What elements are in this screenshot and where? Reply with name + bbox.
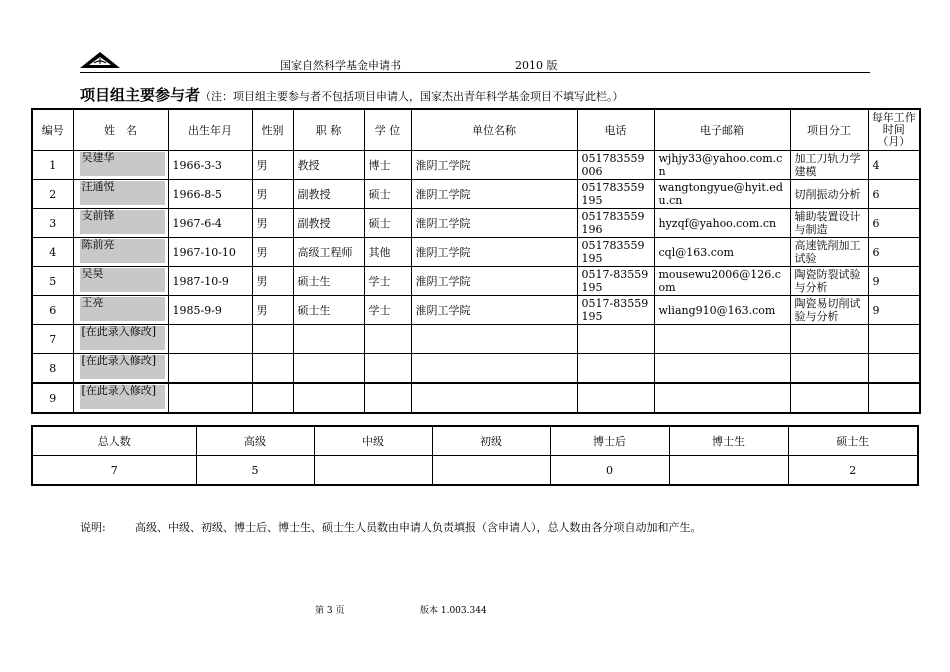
cell-phone xyxy=(577,383,654,413)
cell-unit: 淮阴工学院 xyxy=(411,238,577,267)
cell-degree xyxy=(364,325,411,354)
cell-no: 6 xyxy=(32,296,73,325)
cell-birth: 1966-3-3 xyxy=(168,151,252,180)
cell-title xyxy=(293,325,364,354)
cell-unit: 淮阴工学院 xyxy=(411,151,577,180)
cell-gender xyxy=(252,325,293,354)
table-row xyxy=(32,209,920,238)
cell-title: 教授 xyxy=(293,151,364,180)
cell-no: 8 xyxy=(32,354,73,384)
name-input-field[interactable]: 吴昊 xyxy=(80,268,165,292)
cell-birth: 1967-10-10 xyxy=(168,238,252,267)
cell-task: 陶瓷防裂试验与分析 xyxy=(790,267,868,296)
col-header-gender: 性别 xyxy=(252,109,293,151)
cell-email: wjhjy33@yahoo.com.cn xyxy=(654,151,790,180)
col-header-email: 电子邮箱 xyxy=(654,109,790,151)
col-header-months: 每年工作时间（月） xyxy=(868,109,920,151)
cell-unit: 淮阴工学院 xyxy=(411,267,577,296)
name-input-field[interactable]: 支前锋 xyxy=(80,210,165,234)
section-title: 项目组主要参与者 xyxy=(80,86,201,104)
cell-no: 1 xyxy=(32,151,73,180)
cell-months xyxy=(868,383,920,413)
cell-gender xyxy=(252,383,293,413)
cell-title: 副教授 xyxy=(293,209,364,238)
cell-email: cql@163.com xyxy=(654,238,790,267)
cell-birth: 1987-10-9 xyxy=(168,267,252,296)
cell-email: hyzqf@yahoo.com.cn xyxy=(654,209,790,238)
cell-phone xyxy=(577,325,654,354)
cell-email xyxy=(654,383,790,413)
table-row xyxy=(32,180,920,209)
header-divider xyxy=(80,72,870,73)
cell-birth: 1967-6-4 xyxy=(168,209,252,238)
cell-degree: 其他 xyxy=(364,238,411,267)
cell-months: 6 xyxy=(868,238,920,267)
name-input-field[interactable]: 陈前亮 xyxy=(80,239,165,263)
cell-birth xyxy=(168,354,252,384)
cell-email: wangtongyue@hyit.edu.cn xyxy=(654,180,790,209)
table-row xyxy=(32,151,920,180)
cell-name[interactable] xyxy=(73,238,168,267)
cell-birth: 1966-8-5 xyxy=(168,180,252,209)
cell-title: 高级工程师 xyxy=(293,238,364,267)
cell-degree: 硕士 xyxy=(364,209,411,238)
summary-header-junior: 初级 xyxy=(432,426,550,456)
summary-value-senior: 5 xyxy=(196,456,314,486)
note-label: 说明: xyxy=(80,521,106,534)
cell-phone: 051783559196 xyxy=(577,209,654,238)
summary-value-postdoc: 0 xyxy=(550,456,669,486)
cell-no: 7 xyxy=(32,325,73,354)
section-note: （注：项目组主要参与者不包括项目申请人，国家杰出青年科学基金项目不填写此栏。） xyxy=(200,90,624,103)
document-title: 国家自然科学基金申请书 xyxy=(280,59,401,72)
cell-months: 9 xyxy=(868,267,920,296)
table-row xyxy=(32,354,920,384)
name-input-field[interactable]: 吴建华 xyxy=(80,152,165,176)
cell-task: 高速铣削加工试验 xyxy=(790,238,868,267)
cell-no: 3 xyxy=(32,209,73,238)
cell-degree xyxy=(364,383,411,413)
table-row xyxy=(32,267,920,296)
summary-value-master: 2 xyxy=(788,456,918,486)
cell-unit xyxy=(411,325,577,354)
summary-value-row xyxy=(32,456,918,486)
cell-phone: 0517-83559195 xyxy=(577,296,654,325)
summary-value-middle xyxy=(314,456,432,486)
cell-name[interactable] xyxy=(73,209,168,238)
col-header-degree: 学 位 xyxy=(364,109,411,151)
name-input-field[interactable]: [在此录入修改] xyxy=(80,326,165,350)
col-header-title: 职 称 xyxy=(293,109,364,151)
cell-no: 4 xyxy=(32,238,73,267)
cell-unit xyxy=(411,354,577,384)
summary-header-middle: 中级 xyxy=(314,426,432,456)
members-table xyxy=(31,108,921,414)
cell-unit: 淮阴工学院 xyxy=(411,296,577,325)
summary-value-phd xyxy=(669,456,788,486)
cell-phone: 051783559195 xyxy=(577,180,654,209)
summary-value-junior xyxy=(432,456,550,486)
cell-degree: 硕士 xyxy=(364,180,411,209)
note-text: 高级、中级、初级、博士后、博士生、硕士生人员数由申请人负责填报（含申请人），总人数由各分项自动加和产生。 xyxy=(135,521,702,534)
cell-gender xyxy=(252,354,293,384)
cell-unit: 淮阴工学院 xyxy=(411,180,577,209)
cell-task: 加工刀轨力学建模 xyxy=(790,151,868,180)
name-input-field[interactable]: [在此录入修改] xyxy=(80,355,165,379)
cell-no: 5 xyxy=(32,267,73,296)
summary-header-total: 总人数 xyxy=(32,426,196,456)
cell-phone: 0517-83559195 xyxy=(577,267,654,296)
cell-unit xyxy=(411,383,577,413)
col-header-phone: 电话 xyxy=(577,109,654,151)
summary-header-master: 硕士生 xyxy=(788,426,918,456)
cell-name[interactable] xyxy=(73,151,168,180)
document-version: 2010 版 xyxy=(515,59,558,72)
cell-name[interactable] xyxy=(73,325,168,354)
cell-task xyxy=(790,354,868,384)
summary-header-senior: 高级 xyxy=(196,426,314,456)
cell-gender: 男 xyxy=(252,267,293,296)
cell-birth xyxy=(168,325,252,354)
cell-task: 陶瓷易切削试验与分析 xyxy=(790,296,868,325)
cell-gender: 男 xyxy=(252,180,293,209)
cell-title xyxy=(293,354,364,384)
cell-months xyxy=(868,354,920,384)
cell-months: 4 xyxy=(868,151,920,180)
cell-gender: 男 xyxy=(252,296,293,325)
cell-gender: 男 xyxy=(252,238,293,267)
summary-table xyxy=(31,425,919,486)
table-row xyxy=(32,383,920,413)
cell-unit: 淮阴工学院 xyxy=(411,209,577,238)
summary-header-row xyxy=(32,426,918,456)
cell-birth: 1985-9-9 xyxy=(168,296,252,325)
cell-name[interactable] xyxy=(73,354,168,384)
cell-task: 切削振动分析 xyxy=(790,180,868,209)
footer-version: 版本 1.003.344 xyxy=(420,606,487,616)
cell-degree: 学士 xyxy=(364,296,411,325)
col-header-birth: 出生年月 xyxy=(168,109,252,151)
name-input-field[interactable]: 王亮 xyxy=(80,297,165,321)
cell-degree: 博士 xyxy=(364,151,411,180)
cell-name[interactable] xyxy=(73,296,168,325)
cell-phone xyxy=(577,354,654,384)
cell-task: 辅助装置设计与制造 xyxy=(790,209,868,238)
col-header-unit: 单位名称 xyxy=(411,109,577,151)
members-header-row xyxy=(32,109,920,151)
name-input-field[interactable]: 汪通悦 xyxy=(80,181,165,205)
cell-name[interactable] xyxy=(73,180,168,209)
cell-no: 9 xyxy=(32,383,73,413)
cell-title: 硕士生 xyxy=(293,296,364,325)
name-input-field[interactable]: [在此录入修改] xyxy=(80,385,165,409)
summary-header-postdoc: 博士后 xyxy=(550,426,669,456)
table-row xyxy=(32,296,920,325)
cell-gender: 男 xyxy=(252,209,293,238)
col-header-no: 编号 xyxy=(32,109,73,151)
cell-task xyxy=(790,325,868,354)
cell-name[interactable] xyxy=(73,267,168,296)
footer-page-number: 第 3 页 xyxy=(315,606,345,616)
cell-email: mousewu2006@126.com xyxy=(654,267,790,296)
cell-email xyxy=(654,354,790,384)
cell-title xyxy=(293,383,364,413)
section-heading xyxy=(80,84,624,105)
cell-degree: 学士 xyxy=(364,267,411,296)
summary-header-phd: 博士生 xyxy=(669,426,788,456)
cell-birth xyxy=(168,383,252,413)
cell-title: 副教授 xyxy=(293,180,364,209)
cell-months xyxy=(868,325,920,354)
summary-value-total: 7 xyxy=(32,456,196,486)
cell-phone: 051783559195 xyxy=(577,238,654,267)
cell-name[interactable] xyxy=(73,383,168,413)
cell-task xyxy=(790,383,868,413)
cell-phone: 051783559006 xyxy=(577,151,654,180)
cell-months: 6 xyxy=(868,209,920,238)
cell-email xyxy=(654,325,790,354)
col-header-task: 项目分工 xyxy=(790,109,868,151)
table-row xyxy=(32,325,920,354)
nsfc-logo-icon xyxy=(80,50,120,74)
table-row xyxy=(32,238,920,267)
cell-email: wliang910@163.com xyxy=(654,296,790,325)
cell-gender: 男 xyxy=(252,151,293,180)
cell-months: 6 xyxy=(868,180,920,209)
cell-degree xyxy=(364,354,411,384)
col-header-name: 姓 名 xyxy=(73,109,168,151)
cell-title: 硕士生 xyxy=(293,267,364,296)
cell-no: 2 xyxy=(32,180,73,209)
cell-months: 9 xyxy=(868,296,920,325)
